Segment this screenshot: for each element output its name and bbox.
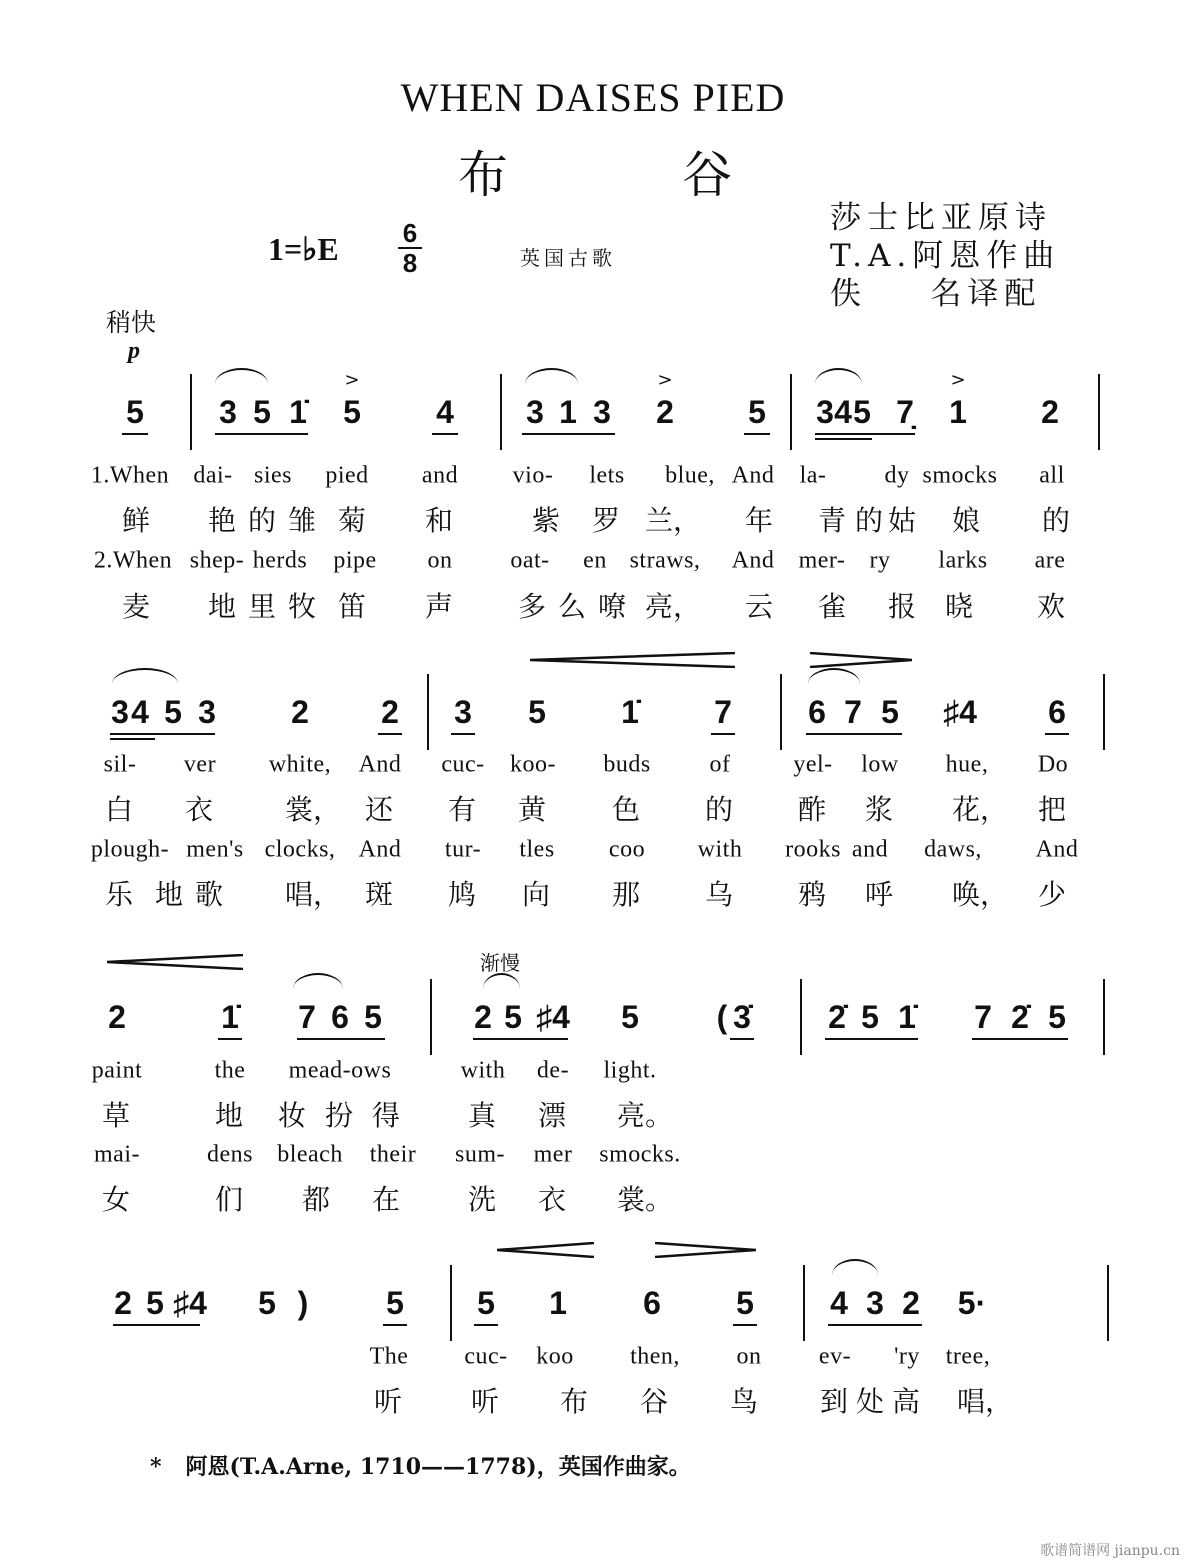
note: 5 xyxy=(853,394,871,430)
lyric-chinese: 声 xyxy=(425,590,454,623)
bar-line xyxy=(1098,374,1100,450)
lyric-english: mai- xyxy=(94,1141,140,1168)
lyric-chinese: 草 xyxy=(102,1099,131,1132)
lyric-english: oat- xyxy=(510,547,550,574)
lyric-english: la- xyxy=(799,462,827,489)
lyric-english: smocks xyxy=(922,462,998,489)
lyric-chinese: 兰， xyxy=(645,504,702,537)
lyric-english: hue, xyxy=(945,751,989,778)
lyric-english: dens xyxy=(207,1141,253,1168)
lyric-chinese: 有 xyxy=(448,793,477,826)
lyric-english: de- xyxy=(536,1057,570,1084)
note: 3 xyxy=(593,394,611,430)
duration-underline xyxy=(110,733,215,735)
ritardando-marking: 渐慢 xyxy=(480,951,520,975)
lyric-chinese: 雀 xyxy=(818,590,847,623)
lyric-english: And xyxy=(1035,836,1079,863)
note: 5 xyxy=(881,694,899,730)
lyric-chinese: 的 xyxy=(705,793,734,826)
lyric-chinese: 到 xyxy=(820,1385,849,1418)
lyric-chinese: 高 xyxy=(892,1385,921,1418)
note: 2̇ xyxy=(828,999,846,1035)
lyric-english: on xyxy=(427,547,453,574)
bar-line xyxy=(430,979,432,1055)
note: 3 xyxy=(219,394,237,430)
lyric-chinese: 女 xyxy=(102,1183,131,1216)
lyric-chinese: 把 xyxy=(1038,793,1067,826)
lyric-chinese: 地 xyxy=(155,878,184,911)
lyric-english: the xyxy=(214,1057,246,1084)
slur xyxy=(215,368,268,384)
note: 2 xyxy=(108,999,126,1035)
note: 7 xyxy=(844,694,862,730)
note: 5 xyxy=(477,1285,495,1321)
lyric-chinese: 云 xyxy=(745,590,774,623)
lyric-chinese: 听 xyxy=(374,1385,403,1418)
lyric-english: low xyxy=(861,751,899,778)
lyric-chinese: 白 xyxy=(105,793,134,826)
lyric-english: pied xyxy=(325,462,369,489)
lyric-chinese: 欢 xyxy=(1037,590,1066,623)
credit-translator: 佚 名译配 xyxy=(830,276,1042,312)
note: 2 xyxy=(656,394,674,430)
note: 3 xyxy=(526,394,544,430)
lyric-chinese: 花， xyxy=(952,793,1009,826)
lyric-chinese: 晓 xyxy=(945,590,974,623)
note: 5 xyxy=(126,394,144,430)
lyric-english: And xyxy=(358,751,402,778)
lyric-english: straws, xyxy=(629,547,701,574)
duration-underline xyxy=(815,433,915,435)
lyric-english: bleach xyxy=(277,1141,343,1168)
lyric-english: larks xyxy=(938,547,988,574)
lyric-chinese: 唱， xyxy=(957,1385,1014,1418)
lyric-chinese: 里 xyxy=(248,590,277,623)
lyric-chinese: 地 xyxy=(215,1099,244,1132)
lyric-english: light. xyxy=(603,1057,657,1084)
lyric-english: and xyxy=(851,836,889,863)
lyric-english: rooks xyxy=(785,836,841,863)
lyric-chinese: 那 xyxy=(612,878,641,911)
time-denominator: 8 xyxy=(402,248,418,278)
note: 3 xyxy=(454,694,472,730)
duration-underline xyxy=(828,1324,922,1326)
lyric-english: herds xyxy=(252,547,308,574)
credit-composer: T.A.阿恩作曲 xyxy=(830,238,1061,274)
duration-underline xyxy=(297,1038,385,1040)
lyric-english: ver xyxy=(183,751,217,778)
lyric-chinese: 衣 xyxy=(185,793,214,826)
lyric-chinese: 斑 xyxy=(365,878,394,911)
duration-underline xyxy=(473,1038,568,1040)
lyric-english: with xyxy=(697,836,743,863)
lyric-chinese: 鲜 xyxy=(122,504,151,537)
duration-underline xyxy=(432,433,458,435)
slur xyxy=(293,973,343,989)
slur xyxy=(808,668,860,684)
lyric-chinese: 的 xyxy=(1042,504,1071,537)
note: 3 xyxy=(866,1285,884,1321)
slur xyxy=(832,1259,878,1275)
lyric-chinese: 麦 xyxy=(122,590,151,623)
note: 2 xyxy=(381,694,399,730)
lyric-chinese: 的 xyxy=(855,504,884,537)
note: 1 xyxy=(559,394,577,430)
key-signature: 1=♭E xyxy=(268,231,339,267)
lyric-english: buds xyxy=(603,751,651,778)
lyric-english: paint xyxy=(91,1057,143,1084)
lyric-chinese: 紫 xyxy=(532,504,561,537)
duration-underline xyxy=(215,433,308,435)
duration-underline xyxy=(1045,733,1069,735)
lyric-english: 2.When xyxy=(93,547,173,574)
note: 1̇ xyxy=(621,694,639,730)
lyric-chinese: 呼 xyxy=(865,878,894,911)
lyric-chinese: 得 xyxy=(372,1099,401,1132)
note: 1̇ xyxy=(898,999,916,1035)
credit-lyricist: 莎士比亚原诗 xyxy=(830,200,1052,236)
lyric-english: and xyxy=(421,462,459,489)
lyric-chinese: 艳 xyxy=(208,504,237,537)
duration-underline xyxy=(378,733,402,735)
lyric-english: tles xyxy=(519,836,555,863)
lyric-chinese: 向 xyxy=(522,878,551,911)
bar-line xyxy=(190,374,192,450)
song-origin: 英国古歌 xyxy=(520,246,616,270)
chinese-title-char-2: 谷 xyxy=(682,146,732,204)
bar-line xyxy=(800,979,802,1055)
lyric-english: And xyxy=(731,462,775,489)
time-numerator: 6 xyxy=(402,218,418,248)
bar-line xyxy=(1103,979,1105,1055)
note: 5 xyxy=(364,999,382,1035)
lyric-chinese: 裳。 xyxy=(617,1183,674,1216)
note: 4 xyxy=(834,394,852,430)
note: ( xyxy=(716,999,728,1035)
lyric-chinese: 歌 xyxy=(195,878,224,911)
note: 6 xyxy=(1048,694,1066,730)
note: 5 xyxy=(736,1285,754,1321)
lyric-english: white, xyxy=(268,751,332,778)
note: 7 xyxy=(714,694,732,730)
lyric-chinese: 谷 xyxy=(640,1385,669,1418)
note: 5 xyxy=(258,1285,276,1321)
lyric-chinese: 么 xyxy=(558,590,587,623)
bar-line xyxy=(790,374,792,450)
lyric-english: mer xyxy=(533,1141,573,1168)
lyric-chinese: 鸟 xyxy=(730,1385,759,1418)
lyric-english: are xyxy=(1034,547,1066,574)
lyric-chinese: 乌 xyxy=(705,878,734,911)
duration-underline xyxy=(730,1038,754,1040)
lyric-chinese: 浆 xyxy=(865,793,894,826)
note: 6 xyxy=(331,999,349,1035)
lyric-chinese: 都 xyxy=(302,1183,331,1216)
note: 1 xyxy=(949,394,967,430)
accent-mark: > xyxy=(657,369,673,391)
lyric-english: mead-ows xyxy=(288,1057,392,1084)
lyric-english: coo xyxy=(608,836,646,863)
note: 3 xyxy=(198,694,216,730)
lyric-english: on xyxy=(736,1343,762,1370)
note: 5 xyxy=(748,394,766,430)
note: ♯4 xyxy=(943,694,977,730)
lyric-chinese: 布 xyxy=(560,1385,589,1418)
lyric-english: tree, xyxy=(945,1343,991,1370)
lyric-chinese: 酢 xyxy=(798,793,827,826)
note: 1̇ xyxy=(221,999,239,1035)
duration-underline xyxy=(825,1038,918,1040)
lyric-chinese: 们 xyxy=(215,1183,244,1216)
lyric-english: mer- xyxy=(798,547,846,574)
lyric-english: 'ry xyxy=(894,1343,920,1370)
note: 1 xyxy=(549,1285,567,1321)
note: ) xyxy=(297,1285,309,1321)
note: 4 xyxy=(131,694,149,730)
bar-line xyxy=(1103,674,1105,750)
lyric-english: shep- xyxy=(189,547,245,574)
lyric-chinese: 青 xyxy=(818,504,847,537)
note: 5 xyxy=(146,1285,164,1321)
lyric-english: dy xyxy=(884,462,910,489)
note: 3 xyxy=(816,394,834,430)
lyric-chinese: 真 xyxy=(468,1099,497,1132)
lyric-chinese: 处 xyxy=(856,1385,885,1418)
note: 1̇ xyxy=(289,394,307,430)
lyric-chinese: 听 xyxy=(471,1385,500,1418)
note: 5 xyxy=(386,1285,404,1321)
lyric-english: with xyxy=(460,1057,506,1084)
duration-underline xyxy=(122,433,148,435)
lyric-english: lets xyxy=(589,462,625,489)
lyric-chinese: 在 xyxy=(372,1183,401,1216)
lyric-chinese: 罗 xyxy=(592,504,621,537)
dynamic-marking: p xyxy=(128,338,140,364)
note: 2 xyxy=(1041,394,1059,430)
note: 7 xyxy=(298,999,316,1035)
lyric-chinese: 姑 xyxy=(888,504,917,537)
lyric-english: sum- xyxy=(455,1141,505,1168)
note: 2 xyxy=(114,1285,132,1321)
note: 7̣ xyxy=(896,394,914,430)
lyric-english: of xyxy=(709,751,731,778)
bar-line xyxy=(427,674,429,750)
slur xyxy=(815,368,862,384)
bar-line xyxy=(1107,1265,1109,1341)
lyric-chinese: 裳， xyxy=(285,793,342,826)
lyric-chinese: 漂 xyxy=(538,1099,567,1132)
lyric-english: And xyxy=(358,836,402,863)
duration-underline xyxy=(744,433,770,435)
note: 5· xyxy=(957,1285,987,1321)
duration-underline xyxy=(733,1324,757,1326)
lyric-chinese: 衣 xyxy=(538,1183,567,1216)
note: ♯4 xyxy=(536,999,570,1035)
lyric-chinese: 亮。 xyxy=(617,1099,674,1132)
time-signature xyxy=(398,220,422,276)
slur xyxy=(112,668,178,684)
lyric-chinese: 多 xyxy=(518,590,547,623)
duration-underline xyxy=(218,1038,242,1040)
lyric-chinese: 雏 xyxy=(288,504,317,537)
note: 5 xyxy=(528,694,546,730)
lyric-english: Do xyxy=(1037,751,1069,778)
lyric-chinese: 鸠 xyxy=(448,878,477,911)
lyric-chinese: 和 xyxy=(425,504,454,537)
bar-line xyxy=(450,1265,452,1341)
accent-mark: > xyxy=(344,369,360,391)
bar-line xyxy=(780,674,782,750)
note: ♯4 xyxy=(173,1285,207,1321)
crescendo-hairpin xyxy=(107,954,243,970)
lyric-english: pipe xyxy=(333,547,377,574)
lyric-english: 1.When xyxy=(90,462,170,489)
duration-underline xyxy=(451,733,475,735)
footnote-text: 阿恩(T.A.Arne, 1710——1778)，英国作曲家。 xyxy=(185,1454,691,1480)
footnote xyxy=(150,1450,715,1481)
lyric-english: then, xyxy=(630,1343,680,1370)
lyric-english: yel- xyxy=(793,751,833,778)
lyric-english: plough- xyxy=(90,836,170,863)
decrescendo-hairpin xyxy=(655,1242,756,1258)
lyric-english: men's xyxy=(186,836,244,863)
lyric-english: dai- xyxy=(193,462,233,489)
lyric-english: en xyxy=(583,547,607,574)
lyric-english: sil- xyxy=(103,751,137,778)
duration-underline xyxy=(383,1324,407,1326)
watermark: 歌谱简谱网 jianpu.cn xyxy=(1040,1543,1180,1559)
duration-underline xyxy=(972,1038,1068,1040)
note: 3̇ xyxy=(733,999,751,1035)
crescendo-hairpin xyxy=(497,1242,594,1258)
duration-underline xyxy=(711,733,735,735)
lyric-english: ry xyxy=(869,547,891,574)
lyric-chinese: 亮， xyxy=(645,590,702,623)
lyric-english: clocks, xyxy=(264,836,336,863)
lyric-english: And xyxy=(731,547,775,574)
duration-underline xyxy=(110,738,155,740)
note: 5 xyxy=(343,394,361,430)
chinese-title-char-1: 布 xyxy=(458,146,508,204)
duration-underline xyxy=(806,733,902,735)
lyric-chinese: 的 xyxy=(248,504,277,537)
lyric-chinese: 鸦 xyxy=(798,878,827,911)
note: 4 xyxy=(436,394,454,430)
lyric-chinese: 唤， xyxy=(952,878,1009,911)
lyric-chinese: 菊 xyxy=(338,504,367,537)
note: 5 xyxy=(1048,999,1066,1035)
lyric-english: daws, xyxy=(924,836,982,863)
duration-underline xyxy=(113,1324,200,1326)
lyric-chinese: 报 xyxy=(888,590,917,623)
note: 4 xyxy=(830,1285,848,1321)
note: 5 xyxy=(164,694,182,730)
note: 2̇ xyxy=(1011,999,1029,1035)
lyric-english: their xyxy=(369,1141,417,1168)
lyric-chinese: 妆 xyxy=(278,1099,307,1132)
lyric-chinese: 笛 xyxy=(338,590,367,623)
lyric-english: koo- xyxy=(510,751,556,778)
lyric-chinese: 色 xyxy=(612,793,641,826)
slur xyxy=(525,368,578,384)
lyric-chinese: 嘹 xyxy=(598,590,627,623)
accent-mark: > xyxy=(950,369,966,391)
lyric-english: cuc- xyxy=(441,751,485,778)
lyric-chinese: 洗 xyxy=(468,1183,497,1216)
tempo-marking: 稍快 xyxy=(106,308,157,337)
duration-underline xyxy=(522,433,615,435)
lyric-english: sies xyxy=(254,462,292,489)
note: 6 xyxy=(643,1285,661,1321)
lyric-chinese: 娘 xyxy=(952,504,981,537)
lyric-chinese: 黄 xyxy=(518,793,547,826)
note: 5 xyxy=(861,999,879,1035)
lyric-english: koo xyxy=(536,1343,574,1370)
duration-underline xyxy=(815,438,872,440)
crescendo-hairpin xyxy=(530,652,735,668)
lyric-chinese: 还 xyxy=(365,793,394,826)
lyric-english: ev- xyxy=(818,1343,852,1370)
lyric-chinese: 唱， xyxy=(285,878,342,911)
lyric-chinese: 年 xyxy=(745,504,774,537)
lyric-english: tur- xyxy=(444,836,482,863)
bar-line xyxy=(500,374,502,450)
lyric-chinese: 地 xyxy=(208,590,237,623)
lyric-chinese: 牧 xyxy=(288,590,317,623)
note: 5 xyxy=(253,394,271,430)
lyric-english: all xyxy=(1039,462,1065,489)
note: 3 xyxy=(111,694,129,730)
lyric-chinese: 扮 xyxy=(325,1099,354,1132)
lyric-english: smocks. xyxy=(599,1141,681,1168)
note: 2 xyxy=(291,694,309,730)
lyric-english: The xyxy=(369,1343,409,1370)
note: 2 xyxy=(474,999,492,1035)
note: 6 xyxy=(808,694,826,730)
lyric-chinese: 少 xyxy=(1038,878,1067,911)
lyric-english: blue, xyxy=(665,462,715,489)
decrescendo-hairpin xyxy=(810,652,912,668)
lyric-chinese: 乐 xyxy=(105,878,134,911)
duration-underline xyxy=(474,1324,498,1326)
footnote-mark: * xyxy=(150,1454,162,1480)
lyric-english: cuc- xyxy=(464,1343,508,1370)
note: 5 xyxy=(621,999,639,1035)
note: 5 xyxy=(504,999,522,1035)
song-title: WHEN DAISES PIED xyxy=(400,75,786,120)
note: 2 xyxy=(902,1285,920,1321)
bar-line xyxy=(803,1265,805,1341)
lyric-english: vio- xyxy=(512,462,554,489)
note: 7 xyxy=(974,999,992,1035)
